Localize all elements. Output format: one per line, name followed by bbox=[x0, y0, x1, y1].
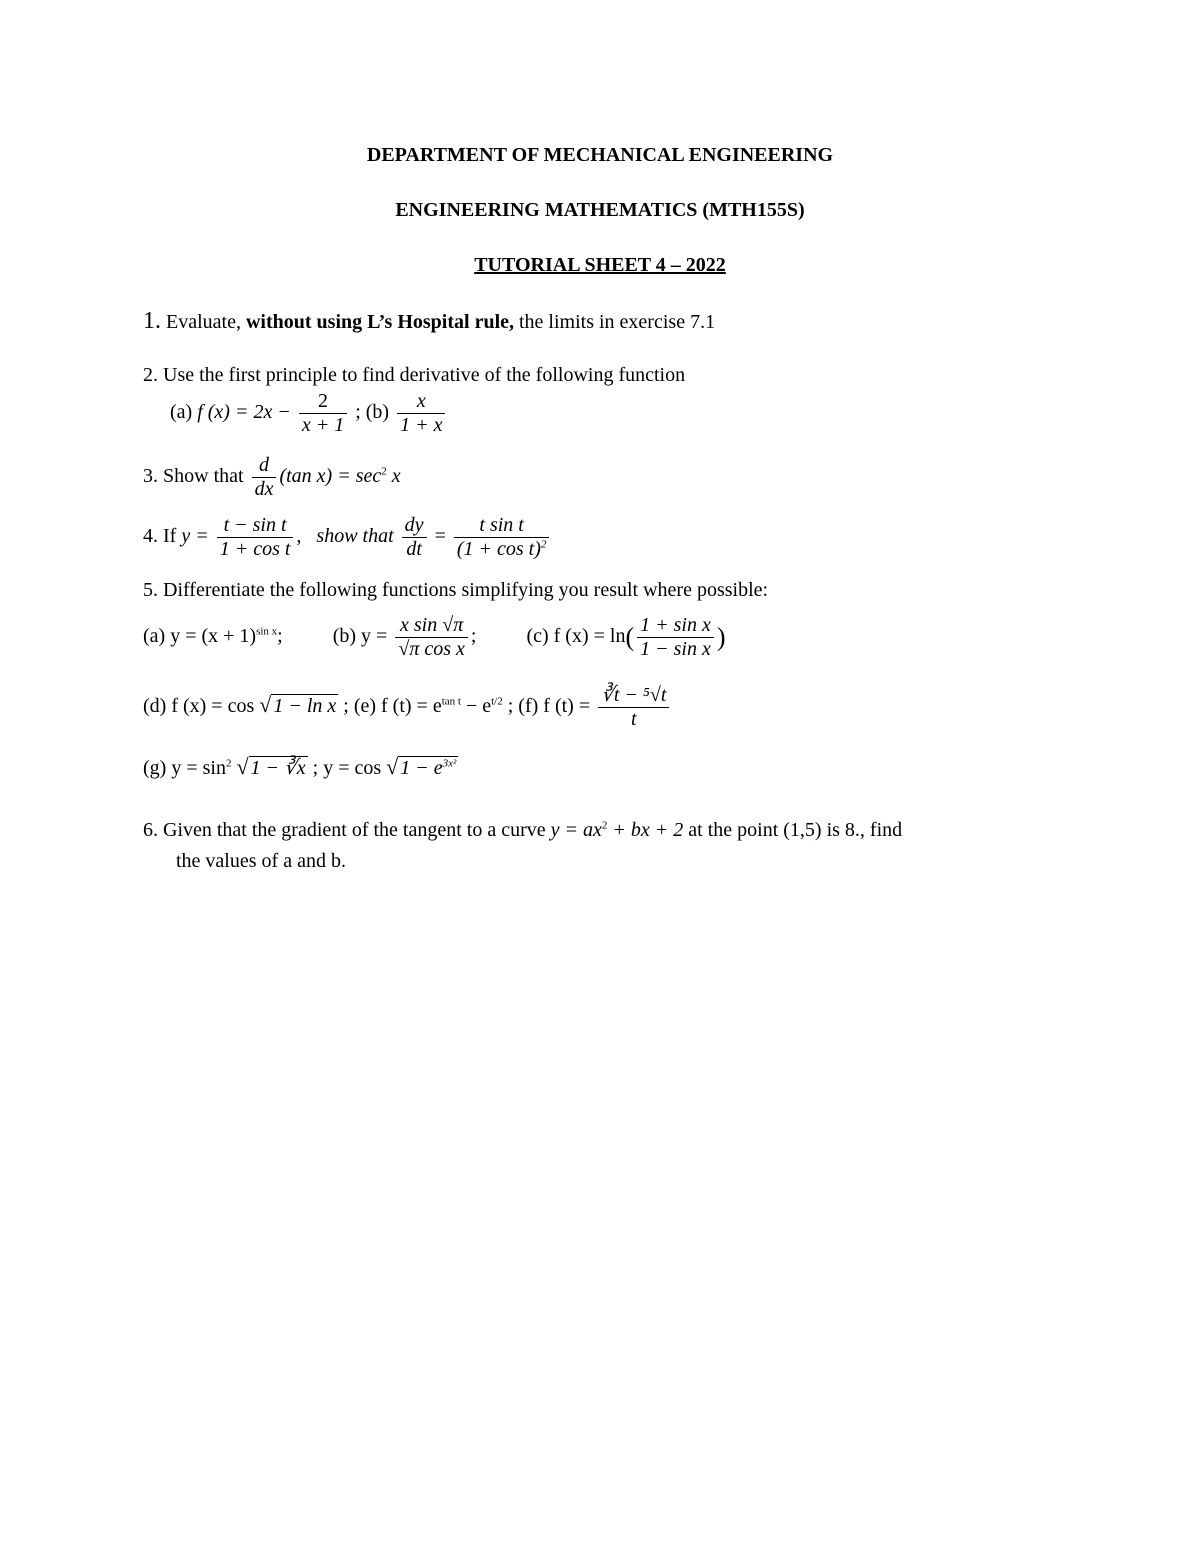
q5-f-fraction bbox=[598, 684, 669, 731]
q5-f-denominator: t bbox=[598, 707, 669, 731]
q6-post: at the point (1,5) is 8., find bbox=[688, 819, 903, 841]
q2-a-label: (a) bbox=[170, 401, 193, 424]
question-4 bbox=[143, 514, 552, 561]
sheet-title: TUTORIAL SHEET 4 – 2022 bbox=[474, 254, 726, 276]
q5-a-superscript: sin x bbox=[256, 625, 278, 638]
department-heading: DEPARTMENT OF MECHANICAL ENGINEERING bbox=[366, 144, 834, 166]
q4-comma: , bbox=[296, 525, 302, 548]
question-5-text: 5. Differentiate the following functions simplifying you result where possible: bbox=[143, 579, 769, 601]
q4-fraction bbox=[217, 514, 294, 561]
q5-e-mid: − e bbox=[460, 695, 492, 718]
q5-c-right-paren: ) bbox=[716, 622, 726, 652]
q5-h-radicand: 1 − e bbox=[400, 757, 443, 779]
q5-h-superscript: 3x² bbox=[442, 757, 457, 770]
question-5-row-3 bbox=[143, 754, 458, 780]
q5-c-left-paren: ( bbox=[625, 622, 635, 652]
q3-derivative bbox=[252, 454, 277, 501]
question-2-functions bbox=[170, 390, 448, 437]
question-5-row-2 bbox=[143, 684, 672, 731]
q4-show-that: show that bbox=[316, 525, 394, 548]
q5-f-numerator: ∛t − ⁵√t bbox=[601, 684, 667, 706]
q4-dt: dt bbox=[402, 537, 427, 561]
question-1 bbox=[143, 308, 715, 335]
q2-a-numerator: 2 bbox=[318, 390, 329, 412]
q2-b-numerator: x bbox=[416, 390, 426, 412]
q5-c: (c) f (x) = ln bbox=[526, 625, 626, 648]
q5-b-end: ; bbox=[470, 625, 477, 648]
q4-equals: = bbox=[434, 525, 446, 548]
q5-f: ; (f) f (t) = bbox=[507, 695, 591, 718]
q4-dy: dy bbox=[404, 514, 424, 536]
q4-y: y = bbox=[181, 525, 209, 548]
q6-eq-2: + bx + 2 bbox=[612, 819, 684, 841]
q5-g-separator: ; y = cos bbox=[312, 757, 382, 779]
q6-pre: 6. Given that the gradient of the tangent to a curve bbox=[143, 819, 546, 841]
q5-d-radical-sign: √ bbox=[259, 692, 272, 718]
q5-e-superscript-2: t/2 bbox=[491, 695, 503, 708]
q5-a-end: ; bbox=[277, 625, 283, 648]
q3-expression: (tan x) = sec bbox=[279, 465, 382, 488]
q6-eq-1: y = ax bbox=[550, 819, 602, 841]
q3-d-denominator: dx bbox=[252, 477, 277, 501]
q2-b-fraction bbox=[397, 390, 445, 437]
q5-b-fraction bbox=[395, 614, 468, 661]
q5-d-radicand: 1 − ln x bbox=[273, 695, 337, 718]
q4-result-denominator-wrap bbox=[454, 537, 550, 561]
q5-g-superscript: 2 bbox=[225, 757, 232, 770]
q6-superscript: 2 bbox=[601, 819, 608, 832]
q5-b-numerator: x sin √π bbox=[400, 614, 464, 636]
question-3 bbox=[143, 454, 401, 501]
q4-result-superscript: 2 bbox=[540, 538, 547, 551]
q5-g-radical-sign: √ bbox=[236, 754, 249, 779]
question-1-pre: Evaluate, bbox=[166, 311, 241, 333]
question-1-post: the limits in exercise 7.1 bbox=[519, 311, 716, 333]
question-1-bold: without using L’s Hospital rule, bbox=[245, 311, 514, 333]
q5-h-radical-sign: √ bbox=[386, 754, 399, 779]
q5-c-fraction bbox=[637, 614, 714, 661]
q2-a-denominator: x + 1 bbox=[299, 413, 347, 437]
q4-denominator: 1 + cos t bbox=[217, 537, 294, 561]
q3-d-numerator: d bbox=[259, 454, 269, 476]
q2-separator: ; (b) bbox=[355, 401, 390, 424]
question-1-number: 1. bbox=[143, 308, 161, 334]
q3-text: 3. Show that bbox=[143, 465, 244, 488]
q4-pre: 4. If bbox=[143, 525, 177, 548]
q5-d: (d) f (x) = cos bbox=[143, 695, 255, 718]
q5-e: ; (e) f (t) = e bbox=[343, 695, 442, 718]
q5-b: (b) y = bbox=[332, 625, 388, 648]
question-2-text: 2. Use the first principle to find derivative of the following function bbox=[143, 364, 686, 386]
q4-result-numerator: t sin t bbox=[479, 514, 524, 536]
q5-g-radicand: 1 − ∛x bbox=[250, 757, 306, 779]
q5-a: (a) y = (x + 1) bbox=[143, 625, 257, 648]
q4-numerator: t − sin t bbox=[223, 514, 287, 536]
q2-a-fraction bbox=[299, 390, 347, 437]
q2-b-denominator: 1 + x bbox=[397, 413, 445, 437]
q4-result bbox=[454, 514, 550, 561]
q5-b-denominator: √π cos x bbox=[395, 637, 468, 661]
q5-c-numerator: 1 + sin x bbox=[640, 614, 711, 636]
q5-h-radicand-wrap bbox=[398, 756, 458, 779]
q5-e-superscript: tan t bbox=[441, 695, 461, 708]
course-heading: ENGINEERING MATHEMATICS (MTH155S) bbox=[395, 199, 805, 221]
question-5-row-1 bbox=[143, 614, 726, 661]
q4-result-denominator: (1 + cos t) bbox=[456, 538, 541, 560]
question-6-line-2: the values of a and b. bbox=[176, 850, 346, 872]
q4-derivative bbox=[402, 514, 427, 561]
q5-c-denominator: 1 − sin x bbox=[637, 637, 714, 661]
q3-end: x bbox=[391, 465, 401, 488]
q5-g: (g) y = sin bbox=[143, 757, 226, 779]
question-6 bbox=[143, 819, 902, 842]
q2-a-lhs: f (x) = 2x − bbox=[197, 401, 291, 424]
q3-superscript: 2 bbox=[381, 465, 387, 478]
